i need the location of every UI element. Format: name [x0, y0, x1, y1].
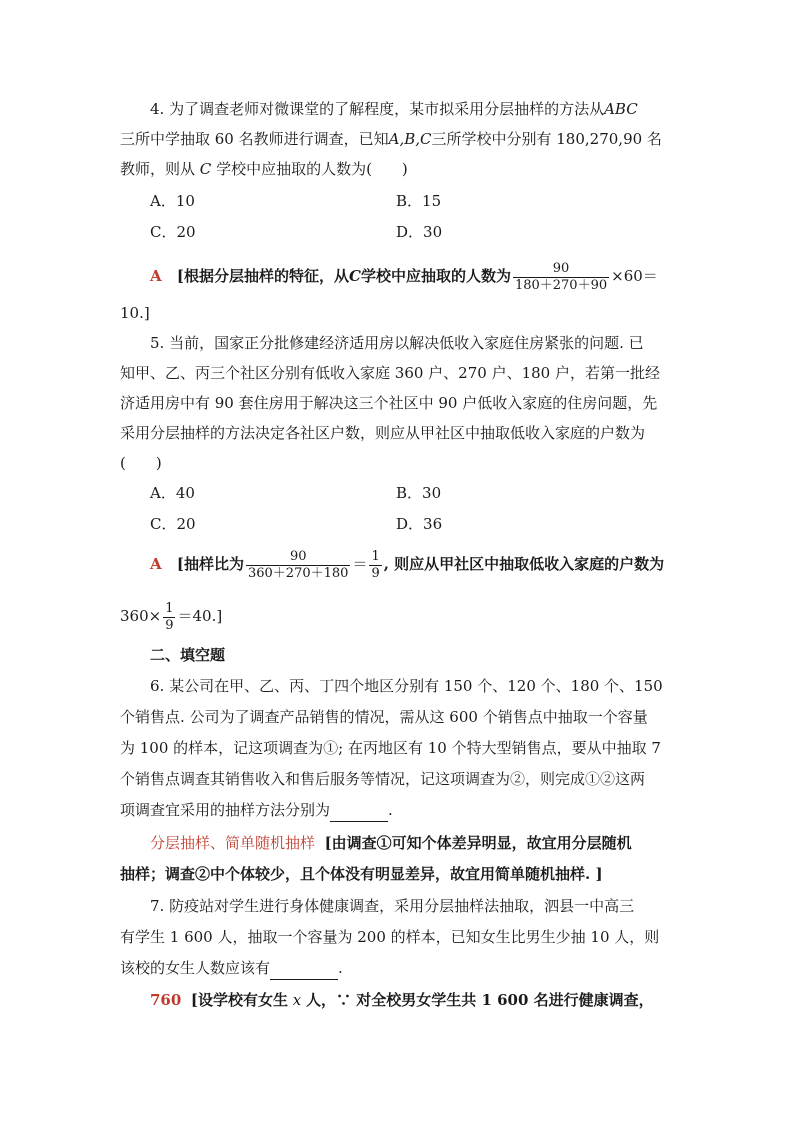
q6-answer-blank [330, 799, 388, 822]
q5-option-c: C．20 [150, 515, 196, 533]
q6-line4: 个销售点调查其销售收入和售后服务等情况，记这项调查为②，则完成①②这两 [120, 770, 646, 788]
q5-line1: 5. 当前，国家正分批修建经济适用房以解决低收入家庭住房紧张的问题. 已 [150, 334, 644, 352]
section-heading-fill-in: 二、填空题 [150, 646, 226, 664]
q5-line3: 济适用房中有 90 套住房用于解决这三个社区中 90 户低收入家庭的住房问题，先 [120, 394, 658, 412]
q5-explanation: A [抽样比为 $\frac{90}{360+270+180}$ ＝ $\frac{1}{9}$ , 则应从甲社区中抽取低收入家庭的户数为 [150, 548, 665, 581]
q6-line2: 个销售点. 公司为了调查产品销售的情况，需从这 600 个销售点中抽取一个容量 [120, 708, 648, 726]
q5-option-d: D．36 [396, 515, 443, 533]
q5-option-b: B．30 [396, 484, 442, 502]
q7-answer: 760 [150, 991, 182, 1009]
q6-line1: 6. 某公司在甲、乙、丙、丁四个地区分别有 150 个、120 个、180 个、150 [150, 677, 663, 695]
q4-option-a: A．10 [150, 192, 195, 210]
q7-line2: 有学生 1 600 人，抽取一个容量为 200 的样本，已知女生比男生少抽 10 人，则 [120, 928, 660, 946]
q4-option-c: C．20 [150, 223, 196, 241]
q5-line4: 采用分层抽样的方法决定各社区户数，则应从甲社区中抽取低收入家庭的户数为 [120, 424, 646, 442]
q7-answer-blank [270, 957, 338, 980]
q7-line1: 7. 防疫站对学生进行身体健康调查，采用分层抽样法抽取，泗县一中高三 [150, 897, 635, 915]
q6-explanation: 分层抽样、简单随机抽样 [由调查①可知个体差异明显，故宜用分层随机 [150, 834, 632, 852]
q5-fraction-ratio: $\frac{1}{9}$ [371, 548, 380, 581]
q4-explanation-end: 10.] [120, 304, 150, 322]
q4-line1: 4. 为了调查老师对微课堂的了解程度，某市拟采用分层抽样的方法从ABC [150, 100, 638, 118]
q4-fraction: $\frac{90}{180+270+90}$ [514, 260, 608, 293]
q5-explanation-end: 360× $\frac{1}{9}$ ＝40.] [120, 600, 223, 633]
q7-line3: 该校的女生人数应该有 . [120, 957, 343, 980]
q4-line3: 教师，则从 C 学校中应抽取的人数为( ) [120, 160, 408, 178]
q6-answer: 分层抽样、简单随机抽样 [150, 834, 316, 852]
q6-explanation-end: 抽样；调查②中个体较少，且个体没有明显差异，故宜用简单随机抽样. ] [120, 865, 603, 883]
q5-fraction-result: $\frac{1}{9}$ [165, 600, 174, 633]
q5-answer: A [150, 555, 162, 573]
q7-explanation: 760 [设学校有女生 x 人，∵ 对全校男女学生共 1 600 名进行健康调查， [150, 991, 654, 1009]
q4-explanation: A [根据分层抽样的特征，从C学校中应抽取的人数为 $\frac{90}{180+270+90}$ ×60＝ [150, 260, 658, 293]
q5-line5: ( ) [120, 454, 162, 472]
q5-option-a: A．40 [150, 484, 195, 502]
q4-answer: A [150, 267, 162, 285]
q6-line5: 项调查宜采用的抽样方法分别为 . [120, 799, 393, 822]
q5-fraction: $\frac{90}{360+270+180}$ [247, 548, 349, 581]
q4-line2: 三所中学抽取 60 名教师进行调查，已知A,B,C三所学校中分别有 180,270,90 名 [120, 130, 662, 148]
q6-line3: 为 100 的样本，记这项调查为①; 在丙地区有 10 个特大型销售点，要从中抽取 7 [120, 739, 661, 757]
q4-option-b: B．15 [396, 192, 442, 210]
q5-line2: 知甲、乙、丙三个社区分别有低收入家庭 360 户、270 户、180 户，若第一批经 [120, 364, 660, 382]
q4-option-d: D．30 [396, 223, 443, 241]
